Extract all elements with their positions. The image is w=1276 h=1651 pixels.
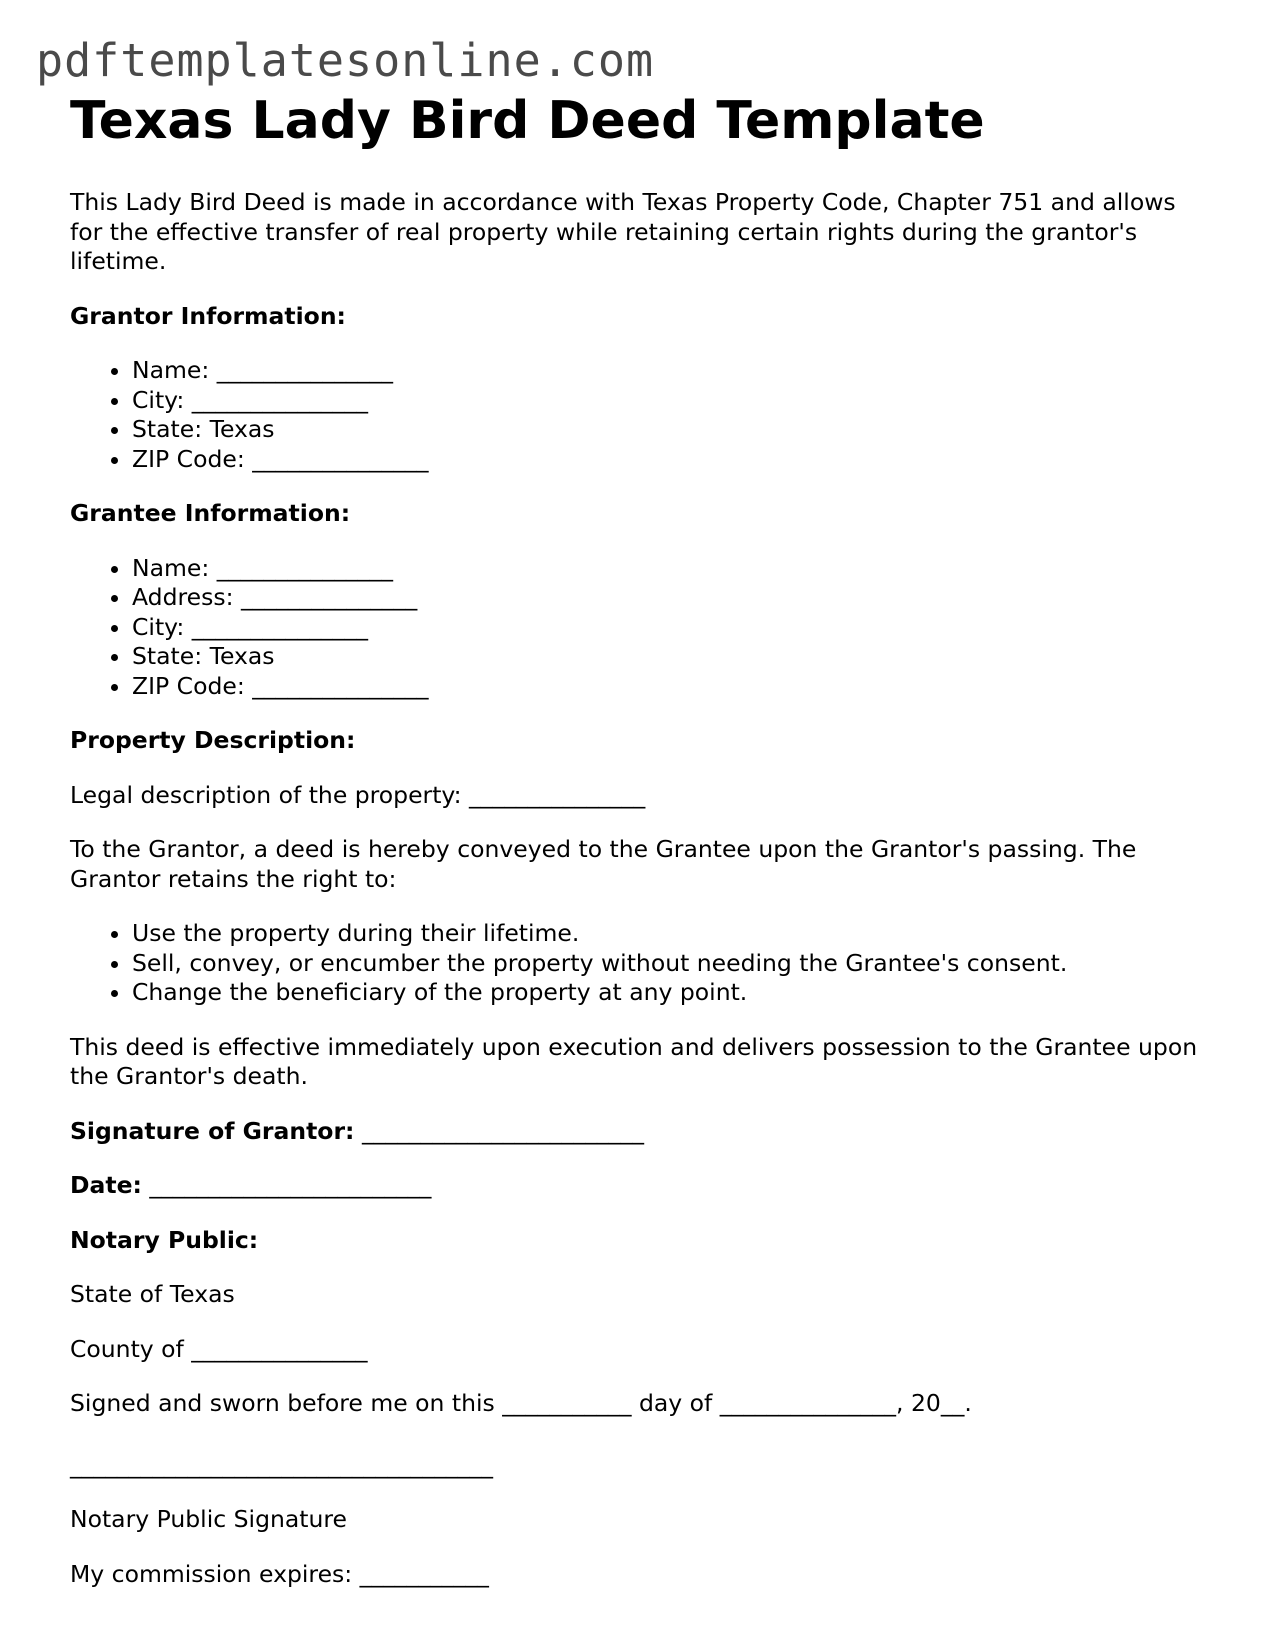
grantee-address-field: • Address: _______________ <box>132 583 1210 613</box>
grantor-zip-field: • ZIP Code: _______________ <box>132 445 1210 475</box>
date-label: Date: <box>70 1171 142 1199</box>
grantee-zip-field: • ZIP Code: _______________ <box>132 672 1210 702</box>
grantee-city-field: • City: _______________ <box>132 613 1210 643</box>
grantor-signature-label: Signature of Grantor: <box>70 1116 355 1145</box>
grantee-list <box>70 554 1210 702</box>
grantor-heading: Grantor Information: <box>70 301 346 330</box>
effective-paragraph: This deed is effective immediately upon execution and delivers possession to the Grantee upon the Grantor's death. <box>70 1032 1198 1090</box>
legal-description-field: Legal description of the property: _______________ <box>70 780 646 809</box>
document-page <box>70 92 1210 1589</box>
notary-signature-label: Notary Public Signature <box>70 1505 347 1533</box>
date-line: ________________________ <box>149 1171 432 1199</box>
page-title: Texas Lady Bird Deed Template <box>70 91 985 151</box>
date-field <box>70 1171 1210 1201</box>
notary-state: State of Texas <box>70 1280 235 1308</box>
watermark: pdftemplatesonline.com <box>36 34 655 87</box>
right-item: • Sell, convey, or encumber the property without needing the Grantee's consent. <box>132 949 1210 979</box>
grantor-signature-field <box>70 1117 1210 1147</box>
grantor-signature-line: ________________________ <box>361 1116 644 1145</box>
commission-expires-field: My commission expires: ___________ <box>70 1559 489 1588</box>
notary-heading: Notary Public: <box>70 1225 259 1254</box>
grantor-list <box>70 356 1210 474</box>
notary-county-field: County of _______________ <box>70 1334 368 1363</box>
grantor-city-field: • City: _______________ <box>132 386 1210 416</box>
notary-signature-line: ____________________________________ <box>70 1450 493 1479</box>
grantee-name-field: • Name: _______________ <box>132 554 1210 584</box>
right-item: • Use the property during their lifetime. <box>132 919 1210 949</box>
retained-rights-list <box>70 919 1210 1008</box>
grantor-state-field: • State: Texas <box>132 415 1210 445</box>
notary-sworn-statement: Signed and sworn before me on this ___________ day of _______________, 20__. <box>70 1389 972 1417</box>
property-heading: Property Description: <box>70 726 356 754</box>
conveyance-paragraph: To the Grantor, a deed is hereby conveyed to the Grantee upon the Grantor's passing. The Grantor retains the right to: <box>70 835 1137 893</box>
grantor-name-field: • Name: _______________ <box>132 356 1210 386</box>
right-item: • Change the beneficiary of the property at any point. <box>132 978 1210 1008</box>
grantee-heading: Grantee Information: <box>70 499 351 527</box>
intro-paragraph: This Lady Bird Deed is made in accordance with Texas Property Code, Chapter 751 and allows for the effective transfer of real property while retaining certain rights during the grantor's lifetime. <box>70 188 1176 275</box>
grantee-state-field: • State: Texas <box>132 642 1210 672</box>
